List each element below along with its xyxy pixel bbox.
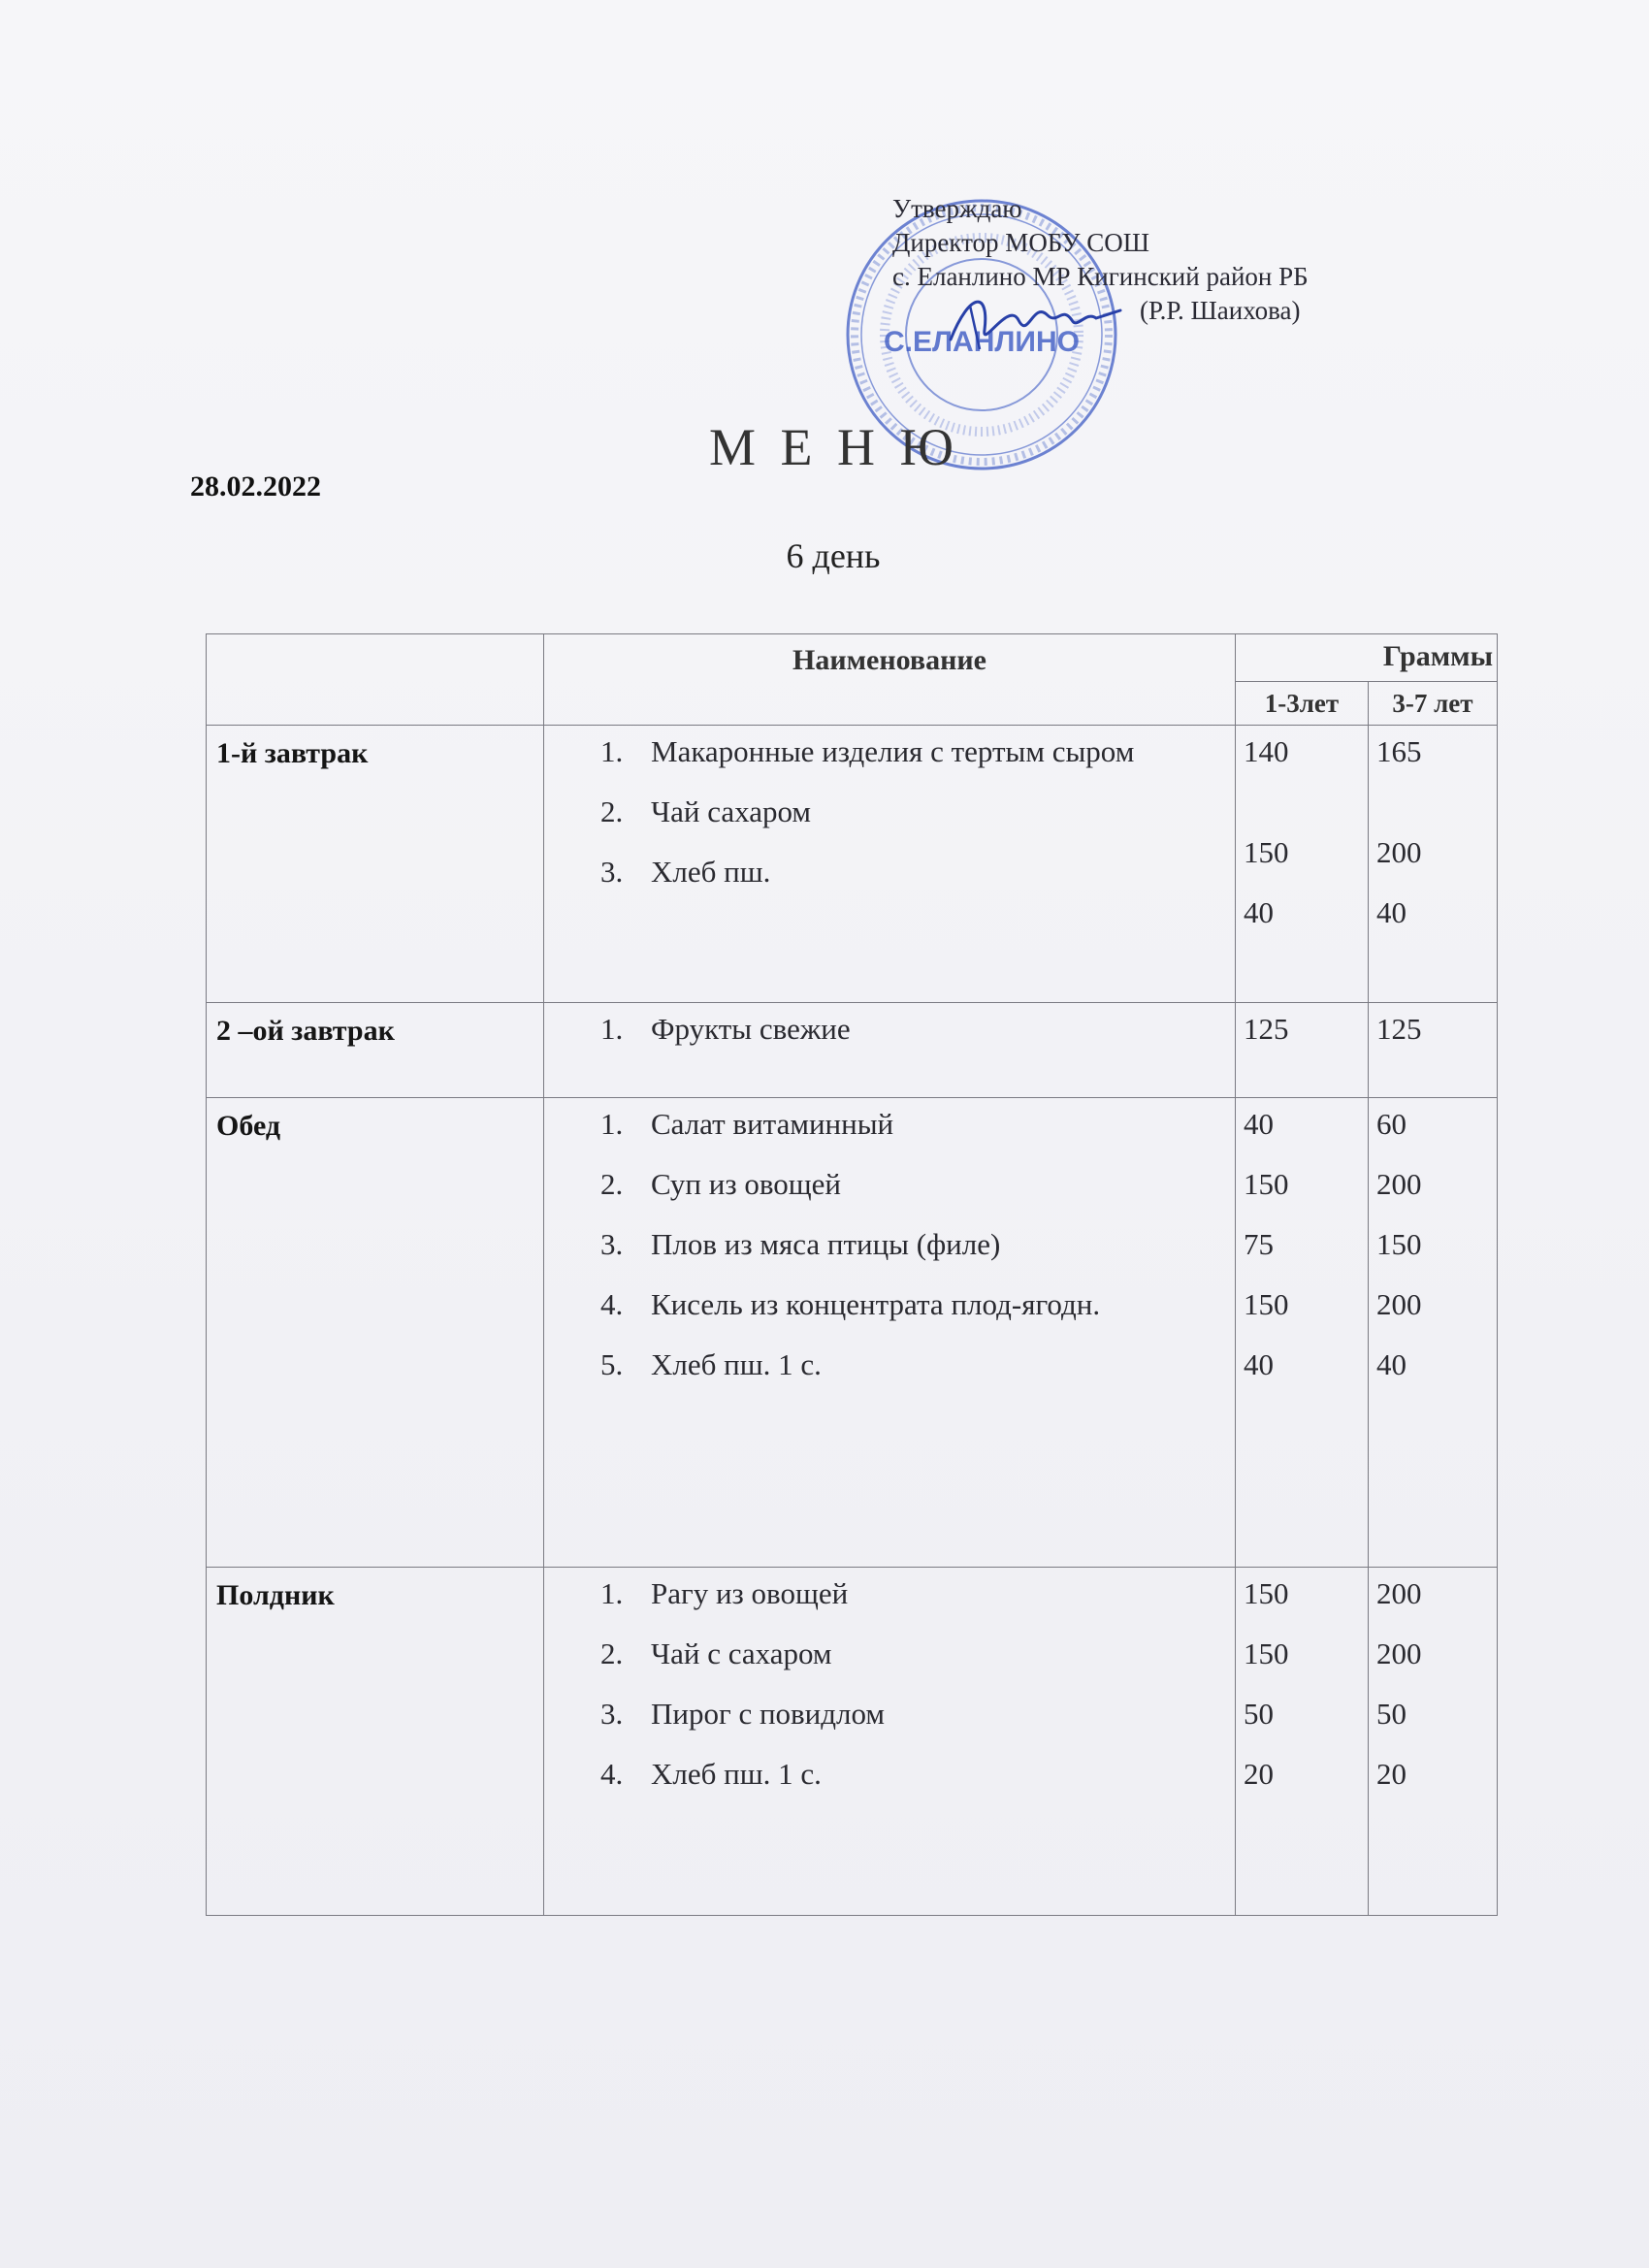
list-item (600, 1009, 1235, 1050)
page-title: М Е Н Ю (709, 418, 959, 476)
item-name: Кисель из концентрата плод-ягодн. (651, 1287, 1101, 1321)
menu-table (206, 633, 1498, 1916)
item-number: 3. (600, 855, 624, 889)
grams-value: 200 (1376, 1167, 1422, 1201)
grams-value: 150 (1244, 835, 1289, 869)
grams-value: 50 (1376, 1697, 1406, 1731)
meal-name: Обед (207, 1098, 544, 1568)
grams-3-7-cell (1369, 1003, 1498, 1098)
grams-value: 40 (1376, 895, 1406, 929)
item-number: 2. (600, 794, 624, 828)
item-number: 1. (600, 1576, 624, 1610)
list-item (600, 1164, 1235, 1205)
list-item (600, 1573, 1235, 1614)
grams-value: 40 (1376, 1347, 1406, 1381)
item-name: Суп из овощей (651, 1167, 841, 1201)
item-number: 1. (600, 1107, 624, 1141)
grams-1-3-cell (1236, 726, 1369, 1003)
item-number: 3. (600, 1227, 624, 1261)
meal-name: 2 –ой завтрак (207, 1003, 544, 1098)
item-name: Плов из мяса птицы (филе) (651, 1227, 1001, 1261)
grams-value: 125 (1244, 1012, 1289, 1046)
grams-3-7-cell (1369, 1098, 1498, 1568)
grams-value: 150 (1244, 1576, 1289, 1610)
list-item (600, 1694, 1235, 1734)
item-name: Пирог с повидлом (651, 1697, 886, 1731)
grams-value: 40 (1244, 1107, 1274, 1141)
list-item (600, 1104, 1235, 1145)
header-age-1-3: 1-3лет (1236, 682, 1369, 726)
grams-1-3-cell (1236, 1568, 1369, 1916)
grams-value: 200 (1376, 1576, 1422, 1610)
approval-line-approve: Утверждаю (892, 194, 1022, 223)
meal-name: 1-й завтрак (207, 726, 544, 1003)
grams-1-3-cell (1236, 1098, 1369, 1568)
item-number: 2. (600, 1636, 624, 1670)
stamp-text: С.ЕЛАНЛИНО (883, 326, 1081, 358)
item-number: 4. (600, 1287, 624, 1321)
list-item (600, 1345, 1235, 1385)
item-name: Хлеб пш. 1 с. (651, 1757, 822, 1791)
list-item (600, 1634, 1235, 1674)
grams-value: 60 (1376, 1107, 1406, 1141)
document-date: 28.02.2022 (190, 470, 321, 502)
grams-value: 40 (1244, 1347, 1274, 1381)
item-name: Хлеб пш. (651, 855, 771, 889)
item-number: 4. (600, 1757, 624, 1791)
grams-value: 20 (1376, 1757, 1406, 1791)
header-age-3-7: 3-7 лет (1369, 682, 1498, 726)
grams-value: 40 (1244, 895, 1274, 929)
meal-items (544, 1568, 1236, 1916)
item-name: Хлеб пш. 1 с. (651, 1347, 822, 1381)
meal-row-breakfast-2 (207, 1003, 1498, 1098)
header-name: Наименование (544, 634, 1236, 726)
grams-value: 50 (1244, 1697, 1274, 1731)
item-number: 5. (600, 1347, 624, 1381)
item-name: Макаронные изделия с тертым сыром (651, 734, 1135, 768)
header-empty-cell (207, 634, 544, 726)
day-label: 6 день (786, 536, 881, 575)
item-number: 3. (600, 1697, 624, 1731)
list-item (600, 731, 1235, 772)
meal-items (544, 1098, 1236, 1568)
meal-items (544, 726, 1236, 1003)
item-name: Фрукты свежие (651, 1012, 851, 1046)
meal-row-snack (207, 1568, 1498, 1916)
item-name: Чай сахаром (651, 794, 812, 828)
meal-name: Полдник (207, 1568, 544, 1916)
list-item (600, 852, 1235, 892)
item-name: Салат витаминный (651, 1107, 894, 1141)
grams-value: 140 (1244, 734, 1289, 768)
meal-row-breakfast-1 (207, 726, 1498, 1003)
grams-1-3-cell (1236, 1003, 1369, 1098)
item-number: 1. (600, 1012, 624, 1046)
item-number: 2. (600, 1167, 624, 1201)
grams-value: 75 (1244, 1227, 1274, 1261)
grams-value: 150 (1244, 1287, 1289, 1321)
grams-value: 200 (1376, 1636, 1422, 1670)
list-item (600, 792, 1235, 832)
list-item (600, 1224, 1235, 1265)
grams-value: 150 (1244, 1167, 1289, 1201)
list-item (600, 1284, 1235, 1325)
approval-line-position: Директор МОБУ СОШ (892, 228, 1149, 257)
grams-3-7-cell (1369, 1568, 1498, 1916)
meal-items (544, 1003, 1236, 1098)
grams-value: 165 (1376, 734, 1422, 768)
grams-value: 150 (1244, 1636, 1289, 1670)
grams-value: 200 (1376, 1287, 1422, 1321)
item-name: Чай с сахаром (651, 1636, 832, 1670)
approval-line-name: (Р.Р. Шаихова) (1140, 296, 1301, 325)
grams-3-7-cell (1369, 726, 1498, 1003)
item-number: 1. (600, 734, 624, 768)
grams-value: 200 (1376, 835, 1422, 869)
item-name: Рагу из овощей (651, 1576, 849, 1610)
grams-value: 150 (1376, 1227, 1422, 1261)
grams-value: 125 (1376, 1012, 1422, 1046)
table-header-row (207, 634, 1498, 682)
meal-row-lunch (207, 1098, 1498, 1568)
grams-value: 20 (1244, 1757, 1274, 1791)
approval-line-school: с. Еланлино МР Кигинский район РБ (892, 262, 1309, 291)
header-grams: Граммы (1236, 634, 1498, 682)
list-item (600, 1754, 1235, 1795)
approval-block (892, 192, 1309, 328)
